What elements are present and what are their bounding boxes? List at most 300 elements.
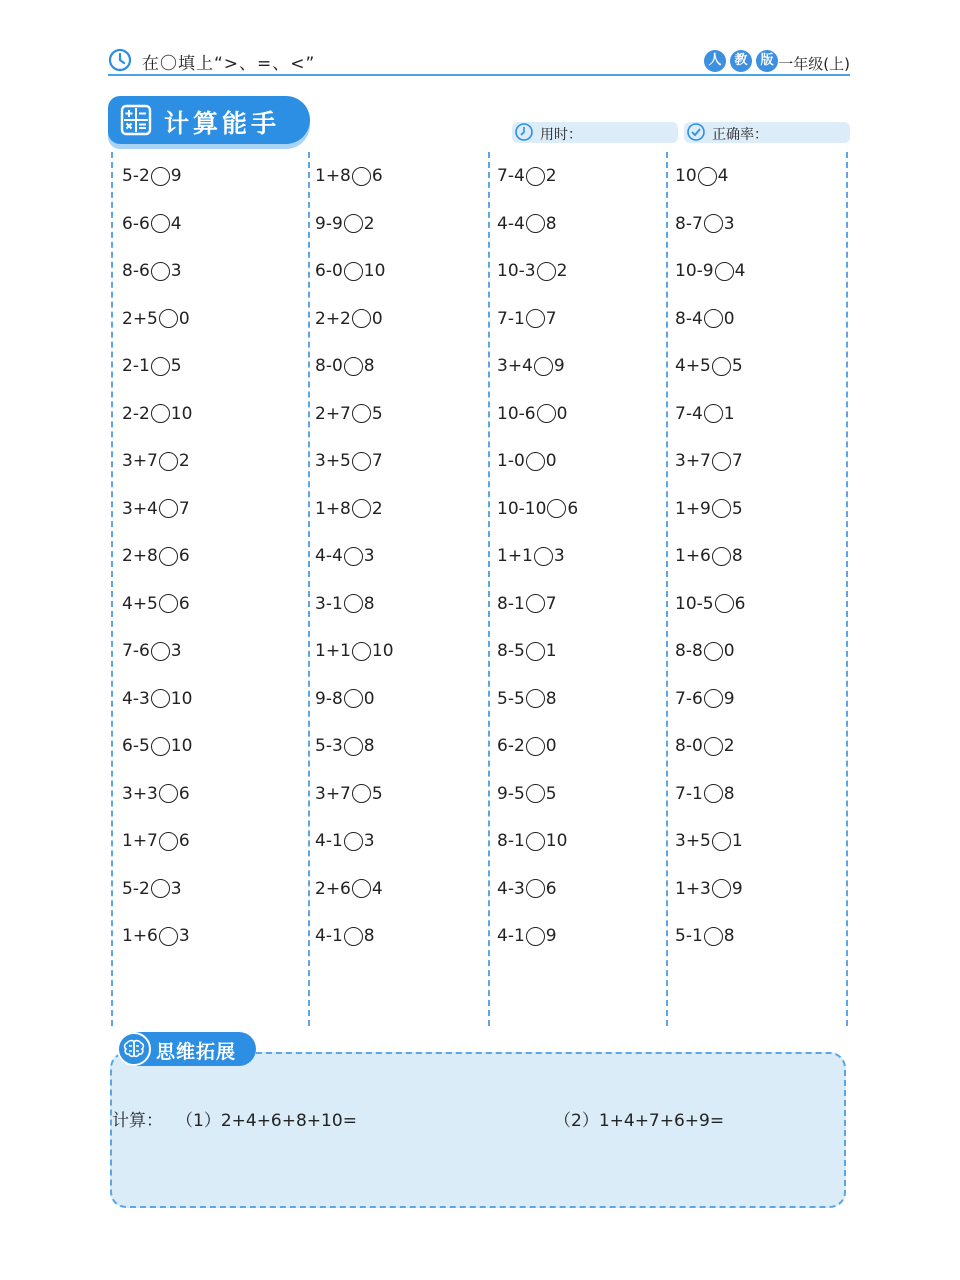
problem-right-value: 8: [723, 783, 735, 804]
answer-circle[interactable]: [526, 309, 545, 328]
comparison-problem: [497, 689, 557, 719]
comparison-problem: [675, 261, 745, 291]
comparison-problem: [675, 736, 735, 766]
answer-circle[interactable]: [344, 594, 363, 613]
answer-circle[interactable]: [704, 927, 723, 946]
problem-right-value: 0: [723, 308, 735, 329]
problem-right-value: 3: [363, 546, 375, 566]
comparison-problem: [122, 261, 182, 291]
problem-left-expression: 6-5: [122, 736, 150, 756]
comparison-problem: [675, 546, 743, 576]
problem-right-value: 2: [556, 261, 568, 281]
problem-left-expression: 9-5: [497, 783, 525, 804]
problem-left-expression: 10-9: [675, 261, 714, 281]
comparison-problem: [497, 499, 578, 529]
comparison-problem: [497, 879, 557, 909]
problem-right-value: 8: [723, 926, 735, 946]
problem-right-value: 6: [545, 878, 557, 899]
answer-circle[interactable]: [344, 262, 363, 281]
comparison-problem: [315, 499, 383, 529]
comparison-problem: [497, 831, 567, 861]
comparison-problem: [497, 309, 557, 339]
comparison-problem: [315, 356, 375, 386]
problem-right-value: 8: [545, 688, 557, 709]
problem-right-value: 3: [723, 213, 735, 234]
comparison-problem: [315, 736, 375, 766]
problem-left-expression: 3+4: [122, 498, 158, 519]
comparison-problem: [497, 594, 557, 624]
comparison-problem: [122, 214, 182, 244]
problem-right-value: 4: [734, 261, 746, 281]
comparison-problem: [122, 831, 190, 861]
calculation-question-2: （2）1+4+7+6+9=: [554, 1111, 725, 1131]
problem-right-value: 9: [553, 356, 565, 376]
problem-right-value: 3: [170, 641, 182, 661]
answer-circle[interactable]: [344, 832, 363, 851]
comparison-problem: [315, 546, 375, 576]
time-label: 用时：: [540, 127, 582, 143]
comparison-problem: [315, 214, 375, 244]
problem-left-expression: 8-4: [675, 308, 703, 329]
problem-right-value: 0: [363, 688, 375, 709]
problem-right-value: 7: [545, 308, 557, 329]
comparison-problem: [315, 784, 383, 814]
answer-circle[interactable]: [352, 879, 371, 898]
problem-right-value: 1: [731, 831, 743, 851]
comparison-problem: [315, 166, 383, 196]
problem-right-value: 4: [170, 213, 182, 234]
problem-right-value: 6: [178, 546, 190, 566]
answer-circle[interactable]: [151, 167, 170, 186]
problem-left-expression: 3+4: [497, 356, 533, 376]
problem-right-value: 3: [553, 546, 565, 566]
edition-badges: [704, 50, 778, 72]
comparison-problem: [315, 261, 385, 291]
edition-badge: 教: [730, 50, 752, 72]
problem-left-expression: 6-2: [497, 736, 525, 756]
problem-left-expression: 5-3: [315, 736, 343, 756]
comparison-problem: [122, 879, 182, 909]
comparison-problem: [675, 404, 735, 434]
problem-left-expression: 7-1: [675, 783, 703, 804]
answer-circle[interactable]: [712, 499, 731, 518]
grade-label: 一年级(上): [778, 55, 850, 73]
problem-right-value: 8: [363, 926, 375, 946]
problem-right-value: 5: [545, 783, 557, 804]
problem-left-expression: 8-8: [675, 641, 703, 661]
calculation-question-1: （1）2+4+6+8+10=: [176, 1111, 357, 1131]
problem-left-expression: 8-6: [122, 261, 150, 281]
comparison-problem: [122, 166, 182, 196]
answer-circle[interactable]: [712, 357, 731, 376]
answer-circle[interactable]: [704, 309, 723, 328]
answer-circle[interactable]: [344, 357, 363, 376]
problem-left-expression: 1+7: [122, 831, 158, 851]
comparison-problem: [675, 451, 743, 481]
problem-left-expression: 1+1: [497, 546, 533, 566]
timer-icon: [514, 122, 534, 142]
problem-left-expression: 10-3: [497, 261, 536, 281]
comparison-problem: [122, 404, 192, 434]
comparison-problem: [315, 926, 375, 956]
answer-circle[interactable]: [698, 167, 717, 186]
problem-left-expression: 4-4: [315, 546, 343, 566]
answer-circle[interactable]: [151, 262, 170, 281]
problem-left-expression: 5-2: [122, 878, 150, 899]
problem-left-expression: 10-10: [497, 498, 547, 519]
brain-icon: [116, 1031, 152, 1067]
problem-left-expression: 4+5: [122, 593, 158, 614]
problem-left-expression: 6-6: [122, 213, 150, 234]
problem-right-value: 0: [371, 308, 383, 329]
answer-circle[interactable]: [151, 404, 170, 423]
column-divider: [666, 152, 668, 1026]
problem-right-value: 3: [363, 831, 375, 851]
problem-left-expression: 8-0: [315, 356, 343, 376]
edition-badge: 人: [704, 50, 726, 72]
problem-right-value: 10: [170, 736, 193, 756]
problem-left-expression: 1+8: [315, 498, 351, 519]
problem-left-expression: 8-1: [497, 831, 525, 851]
comparison-problem: [315, 404, 383, 434]
problem-left-expression: 7-1: [497, 308, 525, 329]
comparison-problem: [122, 594, 190, 624]
problem-right-value: 0: [723, 641, 735, 661]
comparison-problem: [497, 641, 557, 671]
comparison-problem: [675, 831, 743, 861]
problem-right-value: 0: [545, 736, 557, 756]
calculation-label: 计算：: [112, 1111, 163, 1131]
comparison-problem: [675, 499, 743, 529]
problem-right-value: 5: [731, 498, 743, 519]
check-circle-icon: [686, 122, 706, 142]
answer-circle[interactable]: [715, 594, 734, 613]
thinking-extension-title: 思维拓展: [156, 1041, 237, 1063]
problem-right-value: 8: [545, 213, 557, 234]
problem-left-expression: 10-6: [497, 403, 536, 424]
problem-right-value: 9: [170, 166, 182, 186]
column-divider: [846, 152, 848, 1026]
problem-right-value: 10: [363, 261, 386, 281]
comparison-problem: [675, 784, 735, 814]
problem-right-value: 7: [371, 451, 383, 471]
problem-left-expression: 10-5: [675, 593, 714, 614]
problem-left-expression: 3+7: [122, 451, 158, 471]
column-divider: [111, 152, 113, 1026]
thinking-extension-tab: [118, 1032, 256, 1066]
answer-circle[interactable]: [704, 642, 723, 661]
problem-left-expression: 3+7: [315, 783, 351, 804]
problem-left-expression: 3+5: [315, 451, 351, 471]
answer-circle[interactable]: [526, 737, 545, 756]
comparison-problem: [675, 594, 745, 624]
comparison-problem: [675, 214, 735, 244]
answer-circle[interactable]: [704, 404, 723, 423]
problem-right-value: 3: [170, 261, 182, 281]
problem-left-expression: 1+3: [675, 878, 711, 899]
problem-right-value: 5: [731, 356, 743, 376]
answer-circle[interactable]: [712, 832, 731, 851]
answer-circle[interactable]: [534, 357, 553, 376]
answer-circle[interactable]: [159, 594, 178, 613]
section-title: 计算能手: [164, 109, 281, 138]
answer-circle[interactable]: [715, 262, 734, 281]
answer-circle[interactable]: [151, 689, 170, 708]
answer-circle[interactable]: [344, 927, 363, 946]
problem-right-value: 6: [734, 593, 746, 614]
answer-circle[interactable]: [526, 879, 545, 898]
comparison-problem: [497, 736, 557, 766]
problem-right-value: 10: [170, 403, 193, 424]
answer-circle[interactable]: [526, 689, 545, 708]
comparison-problem: [675, 166, 728, 196]
answer-circle[interactable]: [712, 452, 731, 471]
problem-right-value: 5: [170, 356, 182, 376]
comparison-problem: [315, 451, 383, 481]
comparison-problem: [315, 831, 375, 861]
comparison-problem: [675, 309, 735, 339]
answer-circle[interactable]: [712, 547, 731, 566]
problem-left-expression: 7-4: [675, 403, 703, 424]
answer-circle[interactable]: [159, 832, 178, 851]
comparison-problem: [315, 641, 394, 671]
section-title-tab: [108, 96, 310, 144]
problem-right-value: 3: [170, 878, 182, 899]
time-field[interactable]: [512, 122, 678, 143]
problem-right-value: 6: [567, 498, 579, 519]
problem-right-value: 1: [545, 641, 557, 661]
problem-left-expression: 6-0: [315, 261, 343, 281]
answer-circle[interactable]: [537, 262, 556, 281]
comparison-problem: [497, 356, 565, 386]
problem-left-expression: 5-5: [497, 688, 525, 709]
problem-right-value: 6: [178, 593, 190, 614]
problem-right-value: 2: [363, 213, 375, 234]
comparison-problem: [675, 356, 743, 386]
problem-left-expression: 2-1: [122, 356, 150, 376]
problem-left-expression: 8-5: [497, 641, 525, 661]
problem-left-expression: 1+6: [675, 546, 711, 566]
problem-left-expression: 4-1: [315, 926, 343, 946]
problem-left-expression: 1+8: [315, 166, 351, 186]
problem-left-expression: 1+9: [675, 498, 711, 519]
problem-right-value: 6: [178, 783, 190, 804]
problem-left-expression: 2+5: [122, 308, 158, 329]
answer-circle[interactable]: [344, 214, 363, 233]
problem-right-value: 7: [545, 593, 557, 614]
edition-badge: 版: [756, 50, 778, 72]
problem-right-value: 10: [170, 688, 193, 709]
calculator-icon: [120, 104, 152, 136]
problem-left-expression: 4-3: [122, 688, 150, 709]
problem-left-expression: 8-7: [675, 213, 703, 234]
column-divider: [308, 152, 310, 1026]
comparison-problem: [675, 926, 735, 956]
problem-left-expression: 7-6: [675, 688, 703, 709]
answer-circle[interactable]: [151, 214, 170, 233]
comparison-problem: [675, 641, 735, 671]
answer-circle[interactable]: [704, 214, 723, 233]
answer-circle[interactable]: [704, 784, 723, 803]
problem-right-value: 10: [371, 641, 394, 661]
comparison-problem: [122, 736, 192, 766]
problem-right-value: 1: [723, 403, 735, 424]
answer-circle[interactable]: [159, 452, 178, 471]
problem-right-value: 7: [731, 451, 743, 471]
problem-left-expression: 2+2: [315, 308, 351, 329]
comparison-problem: [122, 499, 190, 529]
comparison-problem: [675, 879, 743, 909]
problem-right-value: 10: [545, 831, 568, 851]
answer-circle[interactable]: [159, 784, 178, 803]
answer-circle[interactable]: [526, 214, 545, 233]
problem-left-expression: 2-2: [122, 403, 150, 424]
comparison-problem: [497, 784, 557, 814]
comparison-problem: [315, 879, 383, 909]
problem-right-value: 8: [363, 593, 375, 614]
answer-circle[interactable]: [344, 689, 363, 708]
answer-circle[interactable]: [151, 737, 170, 756]
problem-left-expression: 3-1: [315, 593, 343, 614]
answer-circle[interactable]: [526, 594, 545, 613]
answer-circle[interactable]: [352, 452, 371, 471]
comparison-problem: [675, 689, 735, 719]
problem-right-value: 8: [363, 736, 375, 756]
answer-circle[interactable]: [352, 404, 371, 423]
problem-right-value: 2: [723, 736, 735, 756]
header-divider: [108, 74, 850, 76]
answer-circle[interactable]: [151, 357, 170, 376]
problem-right-value: 3: [178, 926, 190, 946]
accuracy-field[interactable]: [684, 122, 850, 143]
answer-circle[interactable]: [352, 784, 371, 803]
answer-circle[interactable]: [344, 737, 363, 756]
answer-circle[interactable]: [159, 927, 178, 946]
comparison-problem: [122, 689, 192, 719]
problem-left-expression: 8-1: [497, 593, 525, 614]
problem-right-value: 4: [371, 878, 383, 899]
comparison-problem: [497, 926, 557, 956]
problem-left-expression: 1-0: [497, 451, 525, 471]
instruction-text: 在〇填上“>、=、<”: [142, 54, 316, 74]
answer-circle[interactable]: [352, 309, 371, 328]
problem-left-expression: 4-1: [497, 926, 525, 946]
problem-left-expression: 4-3: [497, 878, 525, 899]
problem-right-value: 6: [178, 831, 190, 851]
problem-left-expression: 3+3: [122, 783, 158, 804]
column-divider: [488, 152, 490, 1026]
problem-right-value: 4: [717, 166, 729, 186]
problem-right-value: 0: [556, 403, 568, 424]
answer-circle[interactable]: [526, 927, 545, 946]
problem-left-expression: 2+8: [122, 546, 158, 566]
comparison-problem: [122, 784, 190, 814]
accuracy-label: 正确率：: [712, 127, 768, 143]
comparison-problem: [497, 546, 565, 576]
comparison-problem: [315, 594, 375, 624]
comparison-problem: [497, 166, 557, 196]
answer-circle[interactable]: [547, 499, 566, 518]
answer-circle[interactable]: [537, 404, 556, 423]
problem-left-expression: 1+6: [122, 926, 158, 946]
problem-left-expression: 4+5: [675, 356, 711, 376]
answer-circle[interactable]: [704, 689, 723, 708]
comparison-problem: [122, 641, 182, 671]
problem-left-expression: 2+7: [315, 403, 351, 424]
answer-circle[interactable]: [526, 642, 545, 661]
comparison-problem: [122, 309, 190, 339]
problem-left-expression: 10: [675, 166, 697, 186]
problem-right-value: 0: [178, 308, 190, 329]
problem-left-expression: 7-6: [122, 641, 150, 661]
answer-circle[interactable]: [151, 642, 170, 661]
problem-right-value: 6: [371, 166, 383, 186]
problem-right-value: 2: [178, 451, 190, 471]
comparison-problem: [315, 309, 383, 339]
problem-right-value: 9: [731, 878, 743, 899]
answer-circle[interactable]: [712, 879, 731, 898]
problem-left-expression: 9-8: [315, 688, 343, 709]
page-header: [108, 44, 850, 76]
problem-left-expression: 7-4: [497, 166, 525, 186]
answer-circle[interactable]: [526, 832, 545, 851]
problem-left-expression: 4-1: [315, 831, 343, 851]
answer-circle[interactable]: [344, 547, 363, 566]
problem-right-value: 8: [363, 356, 375, 376]
problem-left-expression: 5-1: [675, 926, 703, 946]
problem-right-value: 7: [178, 498, 190, 519]
answer-circle[interactable]: [534, 547, 553, 566]
problem-left-expression: 4-4: [497, 213, 525, 234]
problem-left-expression: 1+1: [315, 641, 351, 661]
answer-circle[interactable]: [704, 737, 723, 756]
problem-left-expression: 5-2: [122, 166, 150, 186]
problem-right-value: 2: [545, 166, 557, 186]
comparison-problem: [497, 404, 567, 434]
problem-left-expression: 9-9: [315, 213, 343, 234]
problem-right-value: 9: [545, 926, 557, 946]
comparison-problem: [497, 451, 557, 481]
answer-circle[interactable]: [526, 452, 545, 471]
answer-circle[interactable]: [352, 167, 371, 186]
problem-left-expression: 2+6: [315, 878, 351, 899]
comparison-problem: [497, 214, 557, 244]
answer-circle[interactable]: [159, 309, 178, 328]
comparison-problem: [122, 451, 190, 481]
answer-circle[interactable]: [151, 879, 170, 898]
comparison-problem: [315, 689, 375, 719]
comparison-problem: [122, 546, 190, 576]
answer-circle[interactable]: [526, 784, 545, 803]
comparison-problem: [122, 356, 182, 386]
problem-left-expression: 8-0: [675, 736, 703, 756]
answer-circle[interactable]: [159, 547, 178, 566]
comparison-problem: [497, 261, 567, 291]
problem-left-expression: 3+5: [675, 831, 711, 851]
problem-right-value: 0: [545, 451, 557, 471]
problem-right-value: 5: [371, 403, 383, 424]
answer-circle[interactable]: [526, 167, 545, 186]
problem-right-value: 2: [371, 498, 383, 519]
problem-right-value: 9: [723, 688, 735, 709]
clock-icon: [108, 48, 132, 72]
problem-left-expression: 3+7: [675, 451, 711, 471]
problem-right-value: 5: [371, 783, 383, 804]
problem-right-value: 8: [731, 546, 743, 566]
answer-circle[interactable]: [352, 642, 371, 661]
answer-circle[interactable]: [352, 499, 371, 518]
answer-circle[interactable]: [159, 499, 178, 518]
